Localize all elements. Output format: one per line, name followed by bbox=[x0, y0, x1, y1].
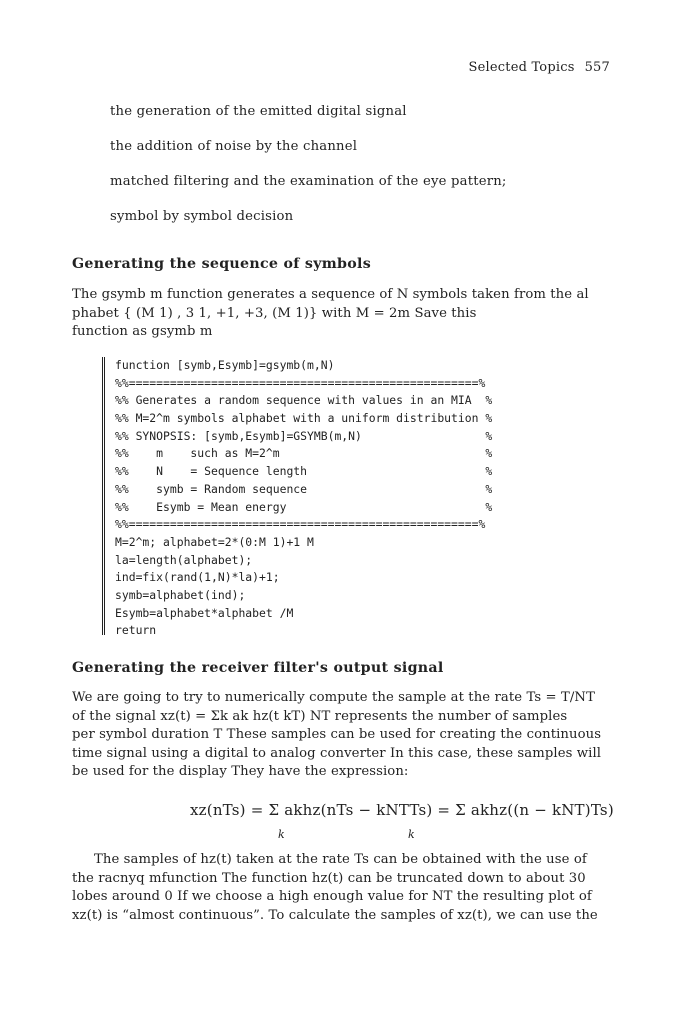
paragraph-line: The samples of hz(t) taken at the rate Ts can be obtained with the use of bbox=[94, 852, 587, 867]
paragraph-line: lobes around 0 If we choose a high enough value for NT the resulting plot of bbox=[72, 889, 592, 905]
running-header bbox=[469, 60, 610, 75]
page-number: 557 bbox=[584, 60, 610, 75]
header-title: Selected Topics bbox=[468, 60, 575, 75]
paragraph-samples bbox=[72, 851, 610, 925]
paragraph-line: per symbol duration T These samples can be used for creating the continuous bbox=[72, 727, 602, 743]
code-line: %% M=2^m symbols alphabet with a uniform distribution % bbox=[115, 411, 493, 426]
paragraph-line: phabet { (M 1) , 3 1, +1, +3, (M 1)} with M = 2m Save this bbox=[72, 305, 477, 321]
code-line: %% SYNOPSIS: [symb,Esymb]=GSYMB(m,N) % bbox=[115, 428, 493, 443]
code-listing bbox=[102, 357, 522, 638]
code-line: Esymb=alphabet*alphabet /M bbox=[115, 605, 294, 620]
list-item: the generation of the emitted digital signal bbox=[110, 104, 407, 119]
code-line: M=2^m; alphabet=2*(0:M 1)+1 M bbox=[115, 534, 314, 549]
equation-sum-index: k bbox=[278, 828, 285, 841]
code-line: ind=fix(rand(1,N)*la)+1; bbox=[115, 570, 280, 585]
code-line: symb=alphabet(ind); bbox=[115, 587, 246, 602]
paragraph-line: be used for the display They have the expression: bbox=[72, 764, 409, 780]
paragraph-line: time signal using a digital to analog converter In this case, these samples will bbox=[72, 745, 602, 761]
paragraph-gsymb bbox=[72, 286, 610, 342]
paragraph-line: We are going to try to numerically compute the sample at the rate Ts = T/NT bbox=[72, 690, 595, 705]
paragraph-line: xz(t) is “almost continuous”. To calculate the samples of xz(t), we can use the bbox=[72, 907, 598, 923]
paragraph-line: The gsymb m function generates a sequence of N symbols taken from the al bbox=[72, 287, 589, 302]
code-line: %% Esymb = Mean energy % bbox=[115, 499, 493, 514]
paragraph-line: of the signal xz(t) = Σk ak hz(t kT) NT represents the number of samples bbox=[72, 708, 568, 724]
code-line: %%===================================================% bbox=[115, 375, 486, 390]
code-line: %% Generates a random sequence with values in an MIA % bbox=[115, 393, 493, 408]
section-heading-receiver: Generating the receiver filter's output signal bbox=[72, 660, 444, 676]
list-item: matched filtering and the examination of the eye pattern; bbox=[110, 174, 507, 189]
code-line: %% symb = Random sequence % bbox=[115, 481, 493, 496]
section-heading-symbols: Generating the sequence of symbols bbox=[72, 256, 372, 272]
code-line: %%===================================================% bbox=[115, 517, 486, 532]
paragraph-line: the racnyq mfunction The function hz(t) can be truncated down to about 30 bbox=[72, 870, 586, 886]
paragraph-line: function as gsymb m bbox=[72, 324, 213, 340]
list-item: symbol by symbol decision bbox=[110, 209, 294, 224]
paragraph-sampling bbox=[72, 689, 610, 782]
list-item: the addition of noise by the channel bbox=[110, 139, 358, 154]
display-equation: xz(nTs) = Σ akhz(nTs − kNTTs) = Σ akhz((n − kNT)Ts) bbox=[190, 801, 614, 819]
code-line: %% N = Sequence length % bbox=[115, 464, 493, 479]
code-line: la=length(alphabet); bbox=[115, 552, 253, 567]
code-line: %% m such as M=2^m % bbox=[115, 446, 493, 461]
code-line: return bbox=[115, 623, 157, 638]
equation-sum-index: k bbox=[408, 828, 415, 841]
code-line: function [symb,Esymb]=gsymb(m,N) bbox=[115, 358, 335, 372]
